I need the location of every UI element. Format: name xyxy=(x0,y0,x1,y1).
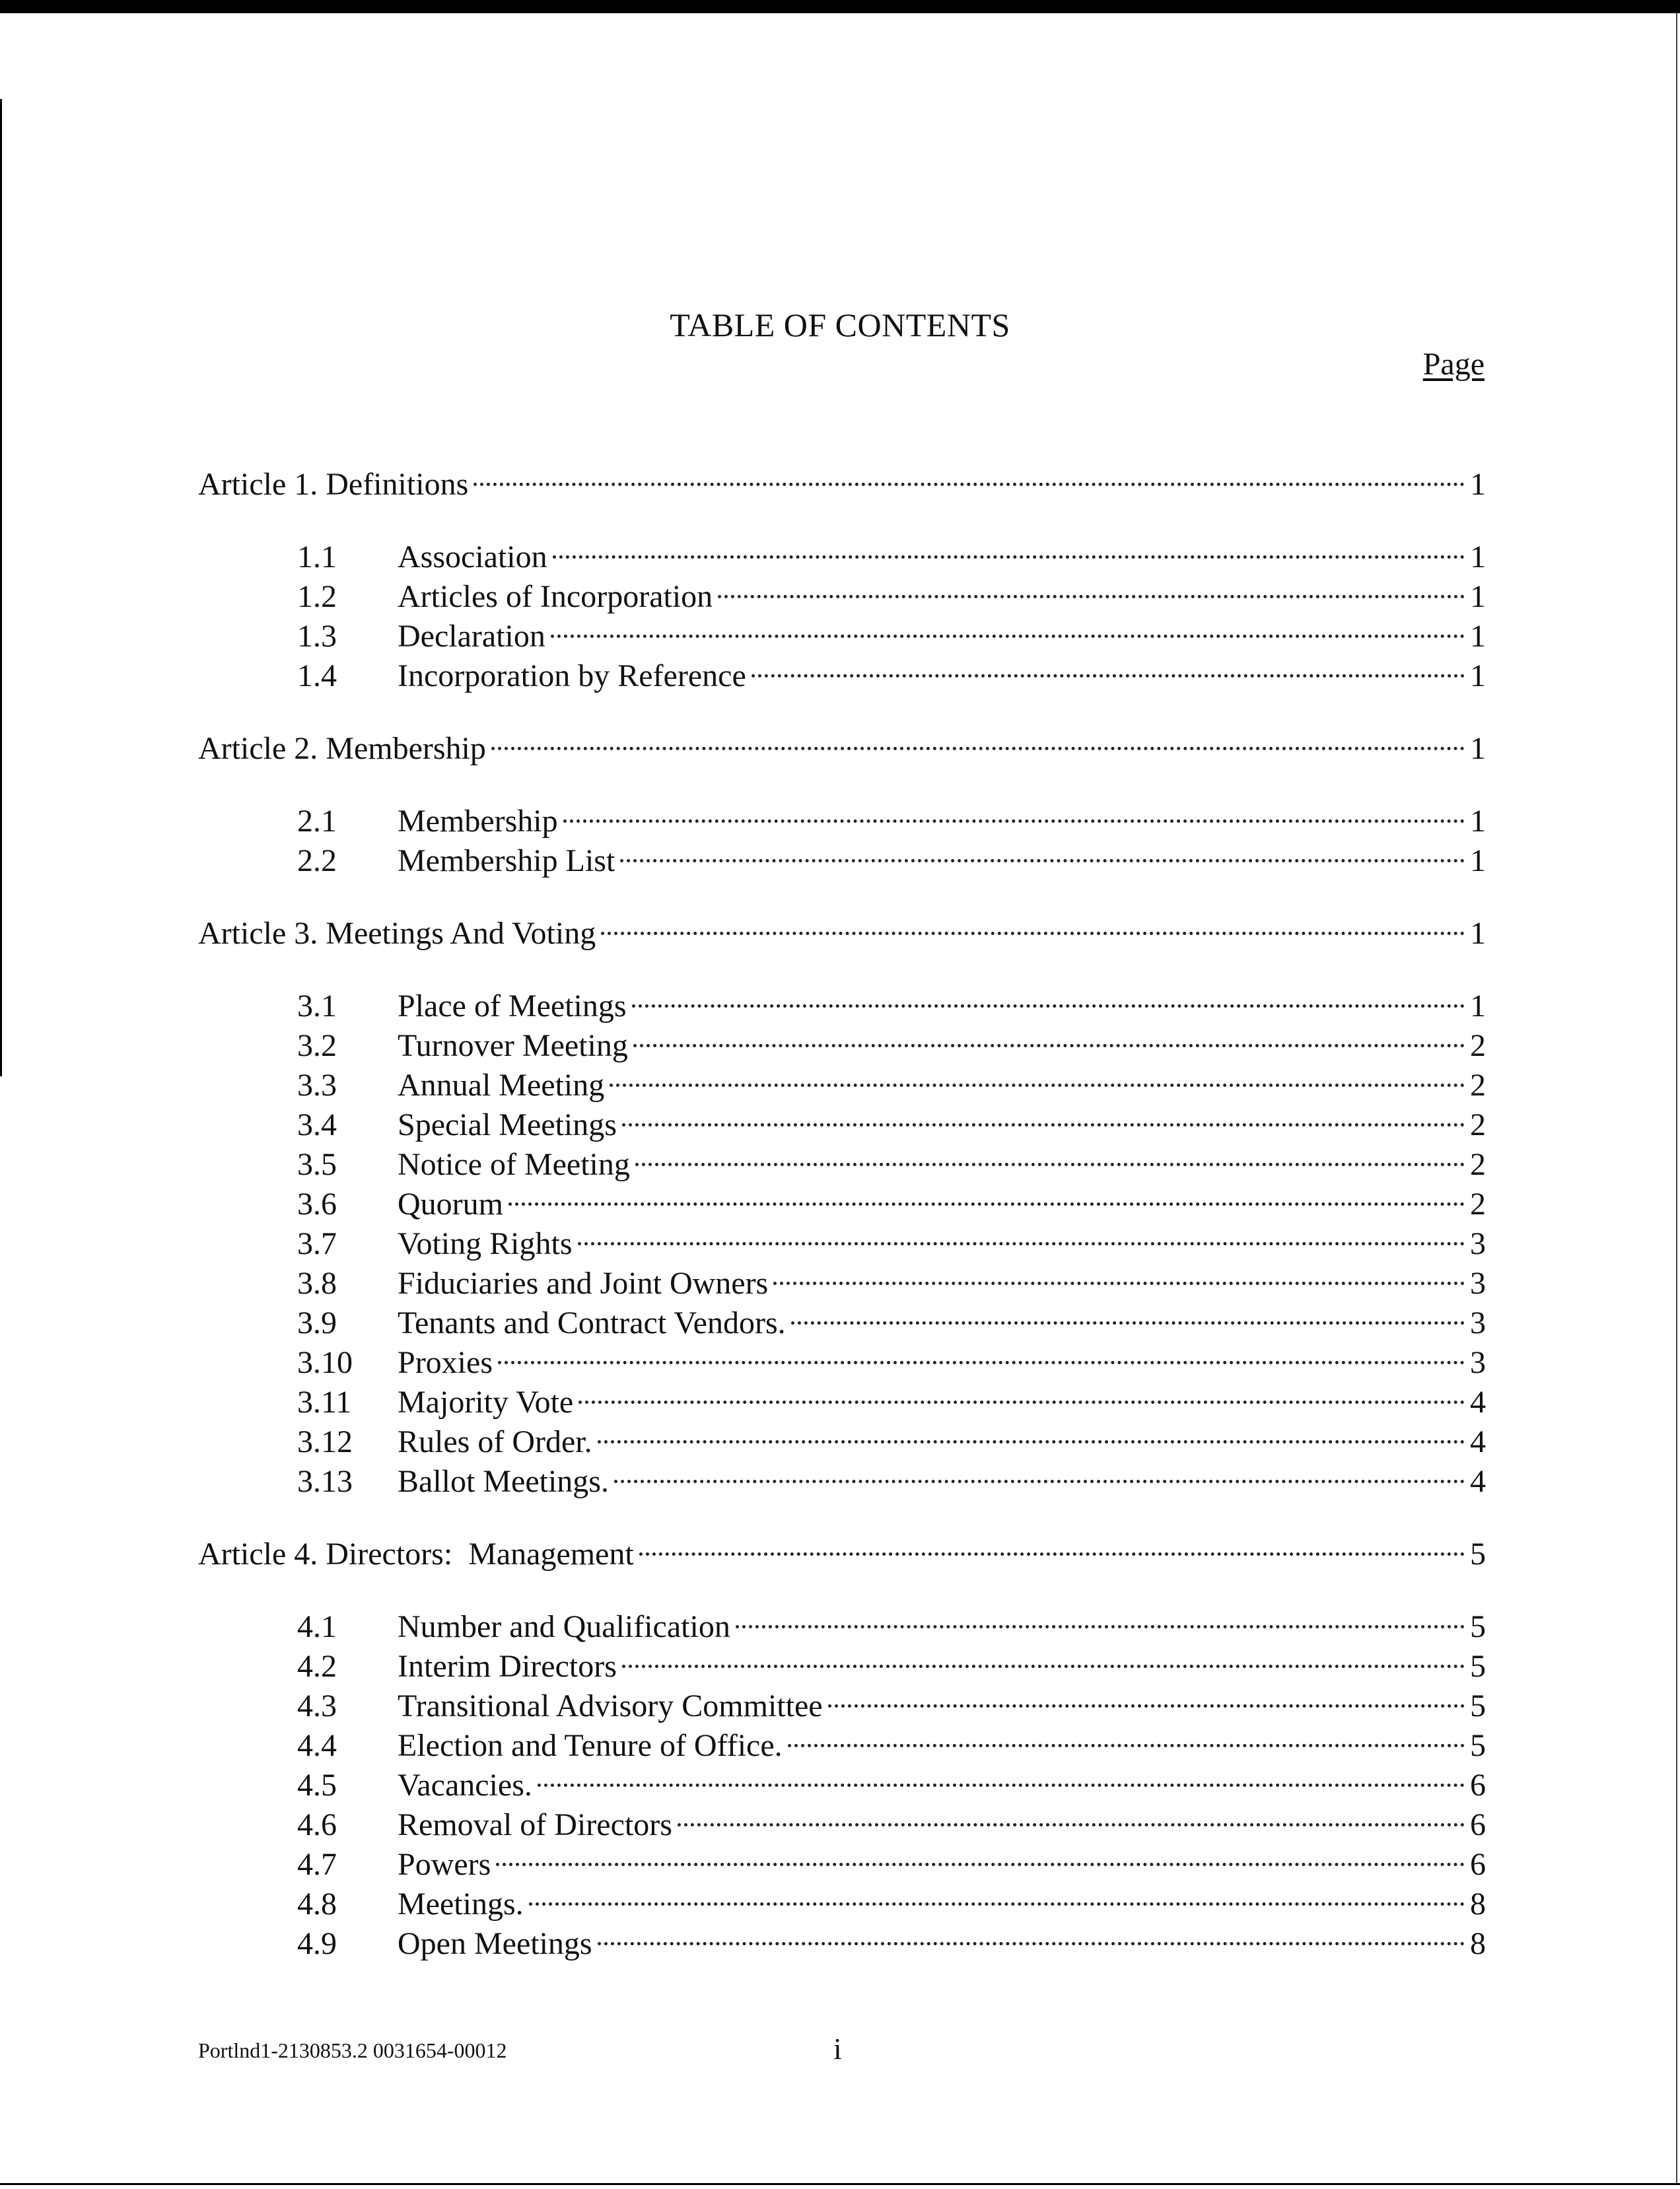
toc-page-number: 1 xyxy=(1470,658,1486,693)
dot-leader xyxy=(563,792,1465,831)
dot-leader xyxy=(639,1525,1465,1564)
dot-leader xyxy=(598,1914,1465,1954)
toc-page-number: 2 xyxy=(1470,1147,1486,1182)
toc-section-3-3[interactable] xyxy=(297,1056,1486,1103)
scan-top-border xyxy=(0,0,1680,13)
toc-entry-title: Membership List xyxy=(398,843,615,878)
toc-entry-title: Proxies xyxy=(398,1345,493,1380)
toc-entry-title: Fiduciaries and Joint Owners xyxy=(398,1266,769,1301)
toc-section-number: 2.2 xyxy=(297,843,337,878)
toc-section-3-10[interactable] xyxy=(297,1333,1486,1380)
toc-page-number: 1 xyxy=(1470,579,1486,614)
toc-section-4-4[interactable] xyxy=(297,1716,1486,1763)
toc-entry-title: Number and Qualification xyxy=(398,1609,730,1644)
toc-page-number: 2 xyxy=(1470,1028,1486,1063)
toc-section-1-4[interactable] xyxy=(297,646,1486,693)
dot-leader xyxy=(635,1135,1465,1175)
toc-section-3-8[interactable] xyxy=(297,1254,1486,1301)
toc-entry-title: Meetings. xyxy=(398,1887,524,1922)
footer-page-number: i xyxy=(833,2032,842,2066)
toc-section-number: 3.13 xyxy=(297,1464,353,1499)
toc-article-2[interactable] xyxy=(198,719,1486,766)
toc-page-number: 6 xyxy=(1470,1807,1486,1842)
dot-leader xyxy=(496,1835,1465,1875)
toc-entry-title: Declaration xyxy=(398,619,545,654)
toc-section-number: 2.1 xyxy=(297,804,337,839)
toc-section-3-1[interactable] xyxy=(297,977,1486,1024)
toc-page-number: 3 xyxy=(1470,1345,1486,1380)
toc-entry-title: Quorum xyxy=(398,1187,503,1222)
dot-leader xyxy=(791,1294,1465,1333)
toc-section-3-13[interactable] xyxy=(297,1452,1486,1499)
toc-entry-title: Ballot Meetings. xyxy=(398,1464,609,1499)
toc-entry-title: Article 4. Directors: Management xyxy=(198,1537,634,1572)
toc-article-3[interactable] xyxy=(198,904,1486,951)
toc-entry-title: Membership xyxy=(398,804,558,839)
dot-leader xyxy=(718,567,1465,607)
toc-entry-title: Transitional Advisory Committee xyxy=(398,1688,823,1723)
dot-leader xyxy=(529,1875,1465,1914)
toc-entry-title: Powers xyxy=(398,1847,491,1882)
toc-page-number: 6 xyxy=(1470,1847,1486,1882)
toc-page-number: 5 xyxy=(1470,1688,1486,1723)
toc-section-number: 4.8 xyxy=(297,1887,337,1922)
toc-page-number: 1 xyxy=(1470,731,1486,766)
toc-page-number: 8 xyxy=(1470,1887,1486,1922)
toc-section-4-6[interactable] xyxy=(297,1795,1486,1842)
footer-document-id: Portlnd1-2130853.2 0031654-00012 xyxy=(198,2038,507,2062)
dot-leader xyxy=(508,1175,1465,1214)
toc-section-3-2[interactable] xyxy=(297,1016,1486,1063)
toc-entry-title: Interim Directors xyxy=(398,1649,617,1684)
toc-entry-title: Notice of Meeting xyxy=(398,1147,630,1182)
toc-section-number: 3.3 xyxy=(297,1068,337,1103)
toc-section-number: 1.1 xyxy=(297,539,337,574)
toc-section-3-9[interactable] xyxy=(297,1294,1486,1340)
toc-section-1-3[interactable] xyxy=(297,607,1486,654)
toc-page-number: 1 xyxy=(1470,989,1486,1024)
dot-leader xyxy=(622,1637,1465,1677)
toc-section-3-7[interactable] xyxy=(297,1214,1486,1261)
toc-entry-title: Association xyxy=(398,539,547,574)
toc-section-number: 3.7 xyxy=(297,1226,337,1261)
toc-entry-title: Open Meetings xyxy=(398,1926,592,1961)
dot-leader xyxy=(473,455,1465,495)
dot-leader xyxy=(620,831,1465,871)
toc-page-number: 2 xyxy=(1470,1107,1486,1142)
toc-section-4-1[interactable] xyxy=(297,1597,1486,1644)
toc-entry-title: Special Meetings xyxy=(398,1107,617,1142)
toc-article-4[interactable] xyxy=(198,1525,1486,1572)
toc-section-number: 1.2 xyxy=(297,579,337,614)
scan-bottom-edge xyxy=(0,2183,1680,2185)
dot-leader xyxy=(610,1056,1465,1095)
toc-page-number: 8 xyxy=(1470,1926,1486,1961)
toc-section-1-2[interactable] xyxy=(297,567,1486,614)
toc-section-number: 4.5 xyxy=(297,1768,337,1803)
toc-page-number: 1 xyxy=(1470,539,1486,574)
toc-section-number: 1.3 xyxy=(297,619,337,654)
dot-leader xyxy=(598,1412,1465,1452)
toc-section-number: 3.6 xyxy=(297,1187,337,1222)
toc-entry-title: Rules of Order. xyxy=(398,1424,592,1459)
toc-section-number: 1.4 xyxy=(297,658,337,693)
toc-page-number: 1 xyxy=(1470,843,1486,878)
dot-leader xyxy=(601,904,1465,944)
toc-section-number: 4.4 xyxy=(297,1728,337,1763)
toc-section-number: 4.6 xyxy=(297,1807,337,1842)
toc-section-number: 4.3 xyxy=(297,1688,337,1723)
toc-section-4-8[interactable] xyxy=(297,1875,1486,1922)
toc-section-number: 4.1 xyxy=(297,1609,337,1644)
dot-leader xyxy=(553,528,1465,567)
toc-article-1[interactable] xyxy=(198,455,1486,502)
dot-leader xyxy=(551,607,1465,646)
toc-section-4-5[interactable] xyxy=(297,1756,1486,1803)
toc-page-number: 1 xyxy=(1470,619,1486,654)
toc-section-3-5[interactable] xyxy=(297,1135,1486,1182)
dot-leader xyxy=(578,1214,1465,1254)
dot-leader xyxy=(614,1452,1465,1492)
scan-left-edge xyxy=(0,99,2,1076)
toc-page-number: 1 xyxy=(1470,916,1486,951)
toc-section-4-9[interactable] xyxy=(297,1914,1486,1961)
toc-section-number: 4.9 xyxy=(297,1926,337,1961)
toc-page-number: 5 xyxy=(1470,1649,1486,1684)
toc-section-2-2[interactable] xyxy=(297,831,1486,878)
toc-page-number: 5 xyxy=(1470,1537,1486,1572)
toc-section-3-6[interactable] xyxy=(297,1175,1486,1222)
toc-entry-title: Articles of Incorporation xyxy=(398,579,713,614)
toc-entry-title: Annual Meeting xyxy=(398,1068,605,1103)
toc-page-number: 4 xyxy=(1470,1464,1486,1499)
toc-entry-title: Voting Rights xyxy=(398,1226,573,1261)
toc-page-number: 4 xyxy=(1470,1385,1486,1420)
toc-entry-title: Turnover Meeting xyxy=(398,1028,628,1063)
toc-section-4-7[interactable] xyxy=(297,1835,1486,1882)
toc-entry-title: Majority Vote xyxy=(398,1385,574,1420)
toc-section-2-1[interactable] xyxy=(297,792,1486,839)
toc-section-number: 4.7 xyxy=(297,1847,337,1882)
toc-section-3-12[interactable] xyxy=(297,1412,1486,1459)
toc-section-number: 3.11 xyxy=(297,1385,352,1420)
toc-page-number: 5 xyxy=(1470,1609,1486,1644)
toc-entry-title: Incorporation by Reference xyxy=(398,658,746,693)
toc-page-number: 3 xyxy=(1470,1226,1486,1261)
toc-section-number: 3.5 xyxy=(297,1147,337,1182)
toc-page-number: 1 xyxy=(1470,804,1486,839)
dot-leader xyxy=(622,1095,1465,1135)
dot-leader xyxy=(678,1795,1465,1835)
toc-page-number: 5 xyxy=(1470,1728,1486,1763)
toc-section-number: 3.8 xyxy=(297,1266,337,1301)
toc-section-number: 3.12 xyxy=(297,1424,353,1459)
toc-page-number: 1 xyxy=(1470,467,1486,502)
toc-entry-title: Article 2. Membership xyxy=(198,731,486,766)
dot-leader xyxy=(538,1756,1465,1795)
toc-entry-title: Article 1. Definitions xyxy=(198,467,469,502)
dot-leader xyxy=(498,1333,1465,1373)
toc-section-number: 3.4 xyxy=(297,1107,337,1142)
dot-leader xyxy=(828,1677,1465,1716)
dot-leader xyxy=(736,1597,1465,1637)
toc-section-3-11[interactable] xyxy=(297,1373,1486,1420)
dot-leader xyxy=(752,646,1465,686)
dot-leader xyxy=(773,1254,1465,1294)
toc-entry-title: Removal of Directors xyxy=(398,1807,672,1842)
toc-page-number: 2 xyxy=(1470,1187,1486,1222)
toc-page-number: 3 xyxy=(1470,1266,1486,1301)
toc-entry-title: Vacancies. xyxy=(398,1768,532,1803)
toc-page-number: 2 xyxy=(1470,1068,1486,1103)
toc-entry-title: Election and Tenure of Office. xyxy=(398,1728,783,1763)
toc-entry-title: Tenants and Contract Vendors. xyxy=(398,1305,786,1340)
toc-page-number: 6 xyxy=(1470,1768,1486,1803)
page-column-header: Page xyxy=(1422,347,1485,382)
toc-section-4-3[interactable] xyxy=(297,1677,1486,1723)
dot-leader xyxy=(788,1716,1465,1756)
toc-section-number: 3.1 xyxy=(297,989,337,1024)
toc-section-number: 4.2 xyxy=(297,1649,337,1684)
toc-page-number: 4 xyxy=(1470,1424,1486,1459)
toc-entry-title: Place of Meetings xyxy=(398,989,627,1024)
dot-leader xyxy=(578,1373,1465,1412)
toc-entry-title: Article 3. Meetings And Voting xyxy=(198,916,596,951)
page-title: TABLE OF CONTENTS xyxy=(670,306,1010,343)
dot-leader xyxy=(632,977,1465,1016)
toc-section-1-1[interactable] xyxy=(297,528,1486,574)
dot-leader xyxy=(633,1016,1465,1056)
dot-leader xyxy=(491,719,1465,759)
toc-section-3-4[interactable] xyxy=(297,1095,1486,1142)
toc-page-number: 3 xyxy=(1470,1305,1486,1340)
toc-section-4-2[interactable] xyxy=(297,1637,1486,1684)
toc-section-number: 3.10 xyxy=(297,1345,353,1380)
toc-section-number: 3.9 xyxy=(297,1305,337,1340)
toc-section-number: 3.2 xyxy=(297,1028,337,1063)
